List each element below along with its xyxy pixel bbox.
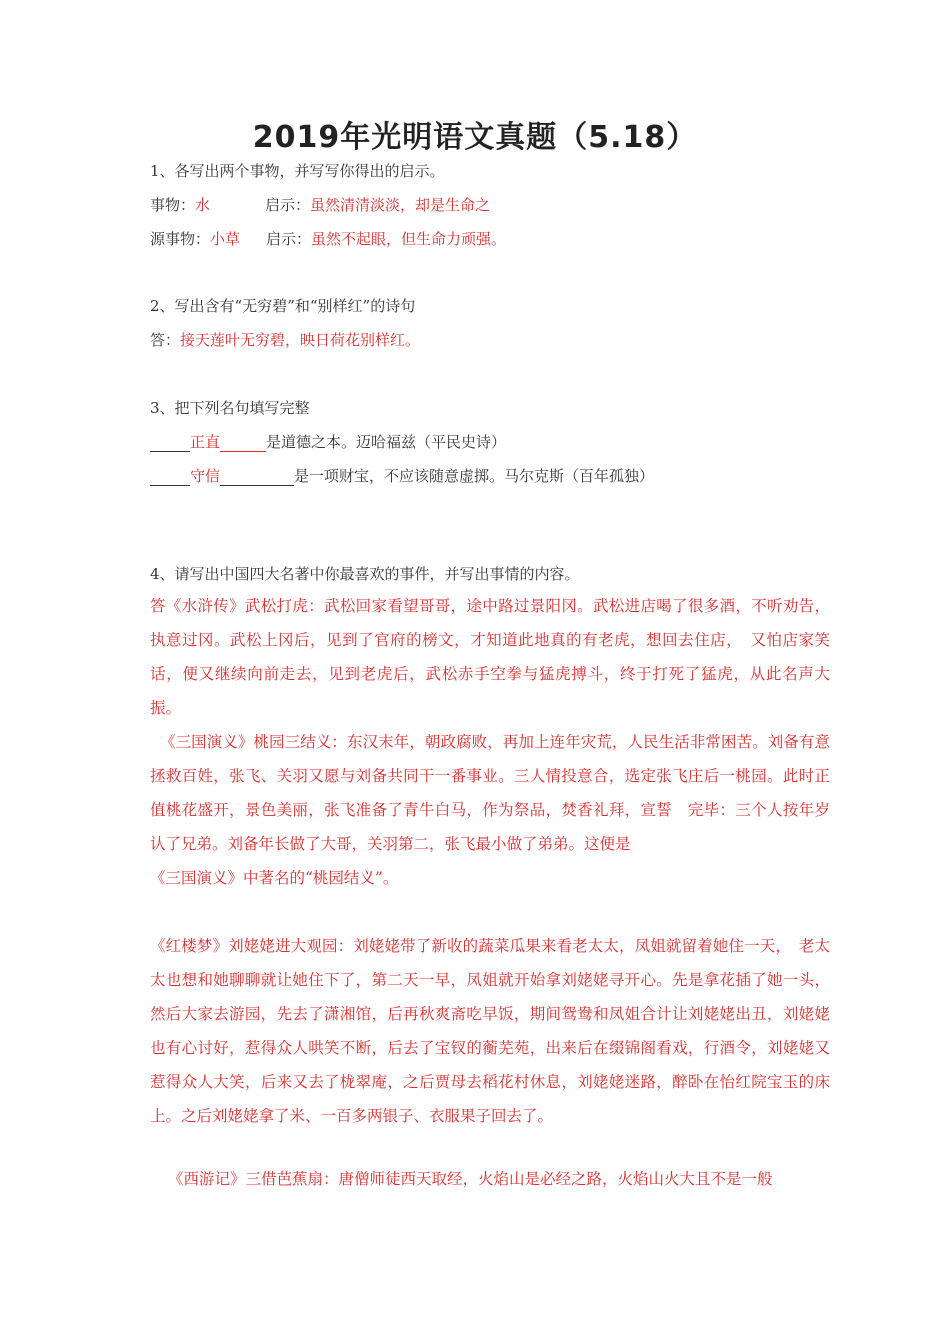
question-4: 4、请写出中国四大名著中你最喜欢的事件，并写出事情的内容。: [150, 565, 580, 583]
thing-value: 水: [195, 196, 211, 214]
page-title: 2019年光明语文真题（5.18）: [252, 120, 698, 155]
answer-honglou: 《红楼梦》刘姥姥进大观园：刘姥姥带了新收的蔬菜瓜果来看老太太，凤姐就留着她住一天， 老太太也想和她聊聊就让她住下了，第二天一早，凤姐就开始拿刘姥姥寻开心。先是拿花插了她一头，然后大家去游园，先去了潇湘馆，后再秋爽斋吃早饭，期间鸳鸯和凤姐合计让刘姥姥出丑，刘姥姥也有心讨好，惹得众人哄笑不断，后去了宝钗的蘅芜苑，出来后在缀锦阁看戏，行酒令，刘姥姥又惹得众人大笑，后来又去了栊翠庵，之后贾母去稻花村休息，刘姥姥迷路，醉卧在怡红院宝玉的床上。之后刘姥姥拿了米、一百多两银子、衣服果子回去了。: [150, 937, 830, 1125]
thing-label: 事物：: [150, 196, 196, 214]
question-3: 3、把下列名句填写完整: [150, 399, 310, 417]
insight-label: 启示：: [265, 196, 311, 214]
quote-rest: 是一项财宝，不应该随意虚掷。马尔克斯（百年孤独）: [294, 467, 655, 485]
q3-line-2: [150, 465, 654, 486]
insight-label: 启示：: [266, 230, 312, 248]
answer-xiyou: 《西游记》三借芭蕉扇：唐僧师徒西天取经，火焰山是必经之路，火焰山火大且不是一般: [168, 1170, 773, 1188]
q2-answer: [150, 329, 420, 350]
answer-sanguo-end: 《三国演义》中著名的“桃园结义”。: [150, 869, 399, 887]
question-1: 1、各写出两个事物，并写写你得出的启示。: [150, 162, 445, 180]
question-2: 2、写出含有“无穷碧”和“别样红”的诗句: [150, 297, 416, 315]
fill-blank-tail: [220, 433, 266, 452]
fill-blank-tail: [220, 467, 294, 486]
q3-line-1: [150, 431, 506, 452]
answer-sanguo: 《三国演义》桃园三结义：东汉末年，朝政腐败，再加上连年灾荒，人民生活非常困苦。刘备有意拯救百姓，张飞、关羽又愿与刘备共同干一番事业。三人情投意合，选定张飞庄后一桃园。此时正值桃花盛开，景色美丽，张飞准备了青牛白马，作为祭品，焚香礼拜，宣誓 完毕：三个人按年岁认了兄弟。刘备年长做了大哥，关羽第二，张飞最小做了弟弟。这便是: [150, 733, 830, 853]
answer-shuihu: 答《水浒传》武松打虎：武松回家看望哥哥，途中路过景阳冈。武松进店喝了很多酒，不听劝告，执意过冈。武松上冈后，见到了官府的榜文，才知道此地真的有老虎，想回去住店， 又怕店家笑话，便又继续向前走去，见到老虎后，武松赤手空拳与猛虎搏斗，终于打死了猛虎，从此名声大振。: [150, 597, 830, 717]
answer-label: 答：: [150, 331, 181, 349]
q1-answer-row-1: [150, 194, 490, 215]
thing-value: 小草: [210, 230, 241, 248]
q1-answer-row-2: [150, 228, 506, 249]
fill-answer: 守信: [190, 467, 221, 485]
answer-text: 接天莲叶无穷碧，映日荷花别样红。: [180, 331, 421, 349]
insight-value: 虽然清清淡淡，却是生命之: [310, 196, 491, 214]
fill-blank-lead: [150, 433, 190, 452]
fill-blank-lead: [150, 467, 190, 486]
thing-label: 源事物：: [150, 230, 211, 248]
quote-rest: 是道德之本。迈哈福兹（平民史诗）: [266, 433, 507, 451]
insight-value: 虽然不起眼，但生命力顽强。: [311, 230, 507, 248]
fill-answer: 正直: [190, 433, 221, 451]
